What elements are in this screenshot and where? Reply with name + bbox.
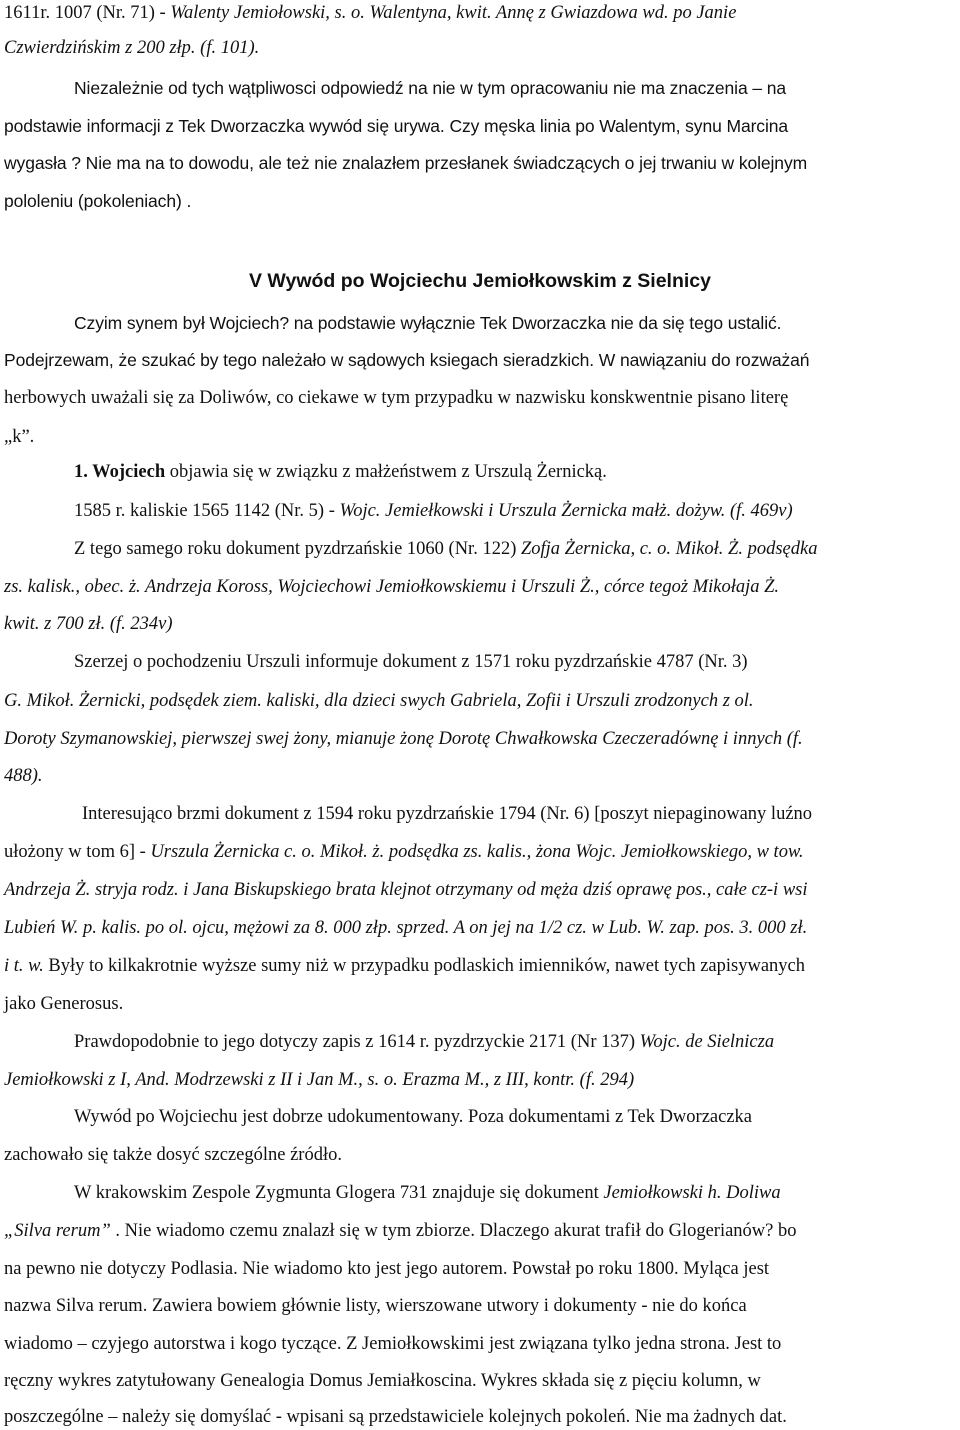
text-line: zachowało się także dosyć szczególne źródło. — [4, 1145, 342, 1165]
text-run-bold: 1. Wojciech — [74, 462, 166, 482]
citation-italic: kaliski, dla dzieci swych Gabriela, Zofii i Urszuli zrodzonych z ol. — [261, 691, 754, 711]
text-line: Niezależnie od tych wątpliwosci odpowiedź na nie w tym opracowaniu nie ma znaczenia – na — [74, 78, 787, 98]
text-run: Z tego samego roku dokument pyzdrzańskie 1060 (Nr. 122) — [74, 539, 521, 559]
text-line: jako Generosus. — [4, 994, 124, 1014]
text-line: Andrzeja Ż. stryja rodz. i Jana Biskupskiego brata klejnot otrzymany od męża dziś oprawę pos., całe cz-i wsi — [4, 880, 808, 900]
text-line — [74, 1031, 954, 1053]
text-line: wygasła ? Nie ma na to dowodu, ale też nie znalazłem przesłanek świadczących o jej trwaniu w kolejnym — [4, 153, 808, 173]
text-line: ręczny wykres zatytułowany Genealogia Domus Jemiałkoscina. Wykres składa się z pięciu kolumn, w — [4, 1371, 761, 1391]
text-run: objawia się w związku z małżeństwem z Urszulą Żernicką. — [165, 462, 607, 482]
text-line: nazwa Silva rerum. Zawiera bowiem głównie listy, wierszowane utwory i dokumenty - nie do końca — [4, 1296, 747, 1316]
text-run: ułożony w tom 6] - — [4, 842, 151, 862]
text-line — [74, 538, 954, 560]
text-line — [74, 1182, 954, 1204]
text-line — [4, 690, 954, 712]
text-line: herbowych uważali się za Doliwów, co ciekawe w tym przypadku w nazwisku konskwentnie pisano literę — [4, 388, 789, 408]
citation-italic: Urszula Żernicka c. o. Mikoł. ż. podsędka zs. kalis., żona Wojc. Jemiołkowskiego, w tow. — [150, 842, 804, 862]
text-line: 488). — [4, 766, 43, 786]
text-run: Były to kilkakrotnie wyższe sumy niż w przypadku podlaskich imienników, nawet tych zapisywanych — [43, 956, 805, 976]
citation-italic: Wojc. Jemiełkowski i Urszula Żernicka małż. dożyw. (f. 469v) — [339, 501, 793, 521]
text-line — [74, 461, 954, 483]
text-run: Prawdopodobnie to jego dotyczy zapis z 1614 r. pyzdrzyckie 2171 (Nr 137) — [74, 1032, 640, 1052]
text-run: 1611r. 1007 (Nr. 71) - — [4, 3, 171, 23]
citation-italic: Walenty Jemiołowski, s. o. Walentyna, kwit. Annę z Gwiazdowa wd. po Janie — [170, 3, 737, 23]
text-line — [74, 500, 954, 522]
text-line: „k”. — [4, 427, 35, 447]
text-line — [4, 2, 954, 24]
text-line — [4, 955, 954, 977]
citation-italic: Wojc. de Sielnicza — [639, 1032, 775, 1052]
text-line: pololeniu (pokoleniach) . — [4, 191, 192, 211]
citation-italic: G. Mikoł. Żernicki, podsędek ziem. — [4, 691, 262, 711]
text-line: podstawie informacji z Tek Dworzaczka wywód się urywa. Czy męska linia po Walentym, synu Marcina — [4, 116, 789, 136]
text-line: Czyim synem był Wojciech? na podstawie wyłącznie Tek Dworzaczka nie da się tego ustalić. — [74, 313, 782, 333]
text-line: poszczególne – należy się domyślać - wpisani są przedstawiciele kolejnych pokoleń. Nie ma żadnych dat. — [4, 1407, 787, 1427]
citation-italic: Jemiołkowski h. Doliwa — [603, 1183, 781, 1203]
citation-italic: i t. w. — [4, 956, 44, 976]
text-line: na pewno nie dotyczy Podlasia. Nie wiadomo kto jest jego autorem. Powstał po roku 1800. Myląca jest — [4, 1259, 770, 1279]
text-line: Lubień W. p. kalis. po ol. ojcu, mężowi za 8. 000 złp. sprzed. A on jej na 1/2 cz. w Lub. W. zap. pos. 3. 000 zł. — [4, 918, 808, 938]
text-line: Wywód po Wojciechu jest dobrze udokumentowany. Poza dokumentami z Tek Dworzaczka — [74, 1107, 753, 1127]
text-line: Doroty Szymanowskiej, pierwszej swej żony, mianuje żonę Dorotę Chwałkowska Czeczeradównę i innych (f. — [4, 729, 803, 749]
text-line: Szerzej o pochodzeniu Urszuli informuje dokument z 1571 roku pyzdrzańskie 4787 (Nr. 3) — [74, 652, 748, 672]
citation-italic: Zofja Żernicka, c. o. Mikoł. Ż. podsędka — [520, 539, 818, 559]
text-line: zs. kalisk., obec. ż. Andrzeja Koross, Wojciechowi Jemiołkowskiemu i Urszuli Ż., córce tegoż Mikołaja Ż. — [4, 577, 780, 597]
text-line: wiadomo – czyjego autorstwa i kogo tyczące. Z Jemiołkowskimi jest związana tylko jedna strona. Jest to — [4, 1334, 782, 1354]
text-line: kwit. z 700 zł. (f. 234v) — [4, 614, 173, 634]
text-line: Interesująco brzmi dokument z 1594 roku pyzdrzańskie 1794 (Nr. 6) [poszyt niepaginowany luźno — [82, 804, 813, 824]
text-line: Czwierdzińskim z 200 złp. (f. 101). — [4, 38, 260, 58]
text-run: . Nie wiadomo czemu znalazł się w tym zbiorze. Dlaczego akurat trafił do Glogerianów? bo — [110, 1221, 797, 1241]
citation-italic: „Silva rerum” — [4, 1221, 111, 1241]
text-run: W krakowskim Zespole Zygmunta Glogera 731 znajduje się dokument — [74, 1183, 604, 1203]
section-heading: V Wywód po Wojciechu Jemiołkowskim z Sielnicy — [249, 270, 711, 292]
text-run: 1585 r. kaliskie 1565 1142 (Nr. 5) - — [74, 501, 340, 521]
text-line: Podejrzewam, że szukać by tego należało w sądowych ksiegach sieradzkich. W nawiązaniu do rozważań — [4, 350, 810, 370]
text-line — [4, 841, 954, 863]
text-line — [4, 1220, 954, 1242]
text-line: Jemiołkowski z I, And. Modrzewski z II i Jan M., s. o. Erazma M., z III, kontr. (f. 294) — [4, 1070, 635, 1090]
